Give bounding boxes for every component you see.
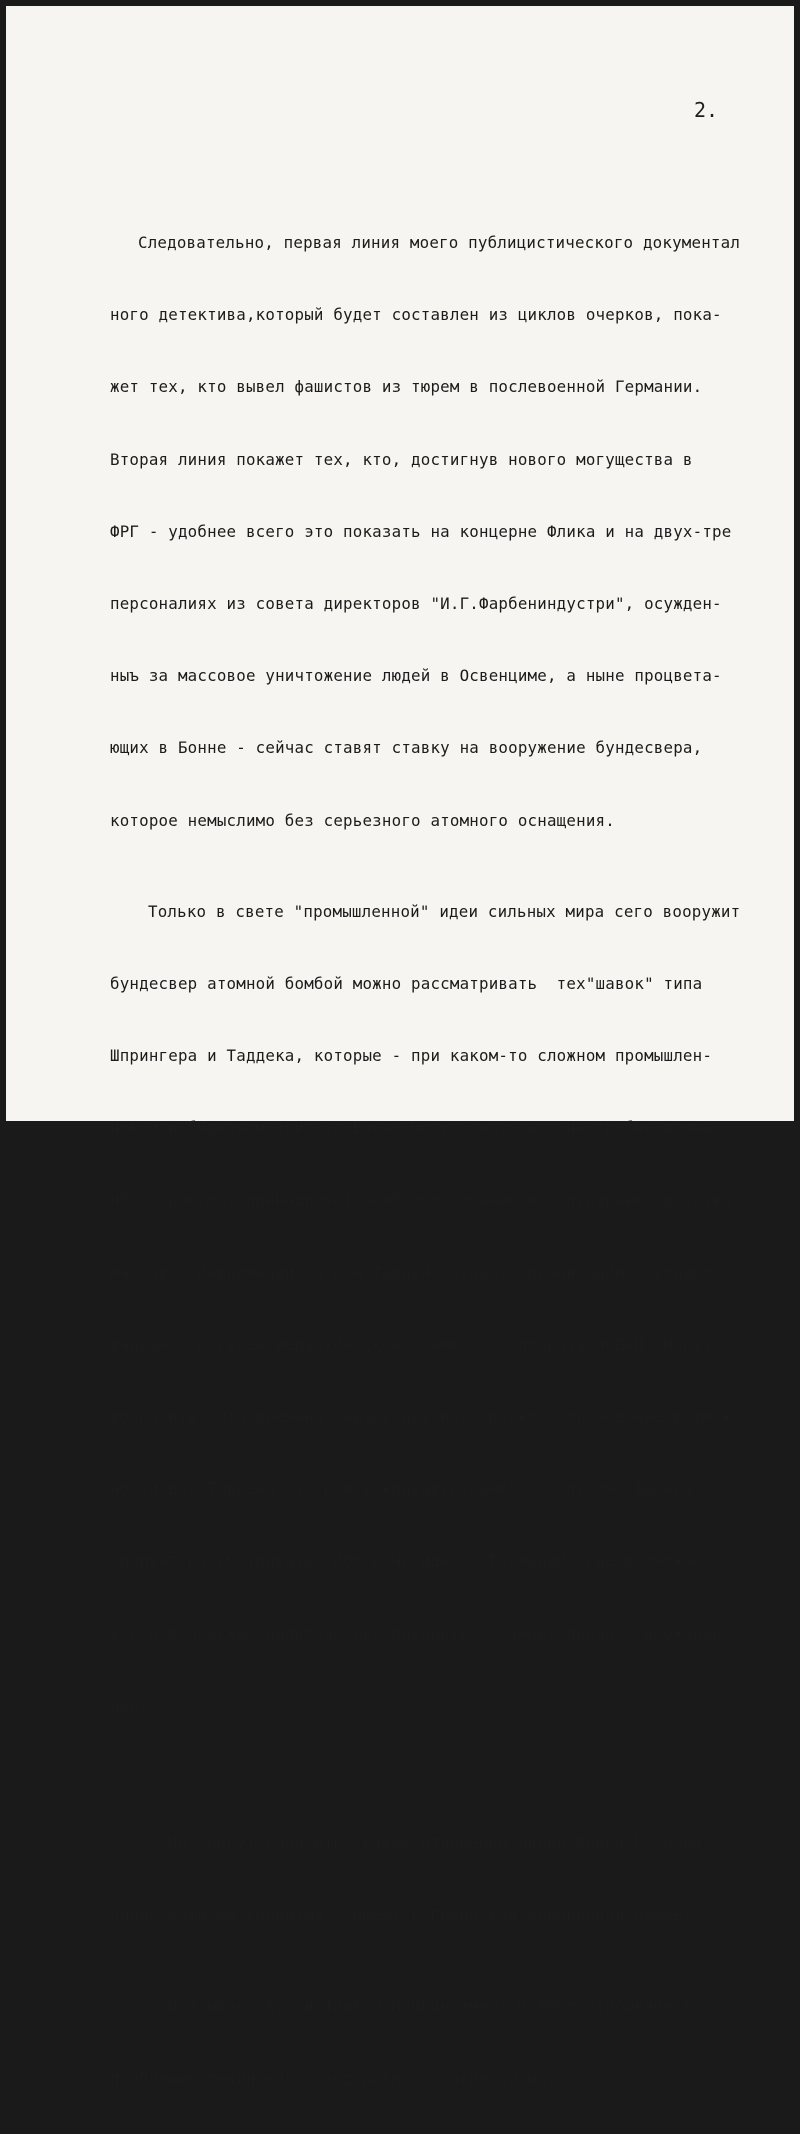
text-line: ющих в Бонне - сейчас ставят ставку на вооружение бундесвера, — [110, 738, 703, 758]
text-line: проблемме пекинского "водородного" агрессизма. — [110, 2068, 557, 2088]
text-line: ного детектива,который будет составлен из циклов очерков, пока- — [110, 305, 722, 325]
text-line: жет тех, кто вывел фашистов из тюрем в послевоенной Германии. — [110, 377, 703, 397]
text-line: Шпрингера и Таддека, которые - при каком-то сложном промышлен- — [110, 1046, 713, 1066]
text-line: Вторая линия покажет тех, кто, достигнув нового могущества в — [110, 449, 693, 469]
text-line: ФРГ - удобнее всего это показать на концерне Флика и на двух-тре — [110, 521, 732, 541]
text-line: бундесвер атомной бомбой можно рассматривать тех"шавок" типа — [110, 973, 703, 993]
text-line: ности для Таддена "устроить кровавую баню" с "опусом" фюрера — [110, 1479, 693, 1499]
document-body — [110, 169, 800, 2134]
typewritten-page — [6, 6, 794, 2088]
text-line: ванную - в своей иерархической схеме - с аппарата НСДАП. Могут — [110, 1334, 713, 1354]
text-line: массовой информации, а фон Тадден создает организацию, скопиро- — [110, 1262, 722, 1282]
text-line: линия фашизма-сионизма - имеет к пекинской водородной бомбе? — [110, 1905, 693, 1925]
page-number: 2. — [694, 98, 719, 122]
text-line: персоналиях из совета директоров "И.Г.Фарбениндустри", осужден- — [110, 593, 722, 613]
text-line: ном или биржевом кризе в Бонне могут оказаться на гребне волны, — [110, 1118, 722, 1138]
text-line: Но, могут спросить, какое отношение линия Флика-Меллона, — [168, 1832, 712, 1852]
text-line: Следовательно, первая линия моего публицистического документал — [138, 233, 741, 252]
text-line: возразить, что времена сейчас другие, однако, соотношение возмож — [110, 1407, 732, 1426]
text-line: Только в свете "промышленной" идеи сильных мира сего вооружит — [148, 901, 741, 921]
text-line: ибо Шпрингеру принадлежат наиболее сильные и популярные средства — [110, 1190, 732, 1210]
paragraph-gap — [110, 1780, 800, 1788]
text-line: которое немыслимо без серьезного атомного оснащения. — [110, 810, 615, 830]
text-line: Оказывается, и Флик и Меллон имеют прямое отношение к — [168, 1996, 693, 2016]
text-line: ные. — [110, 1695, 149, 1715]
text-line: ныъ за массовое уничтожение людей в Освенциме, а ныне процвета- — [110, 666, 722, 686]
text-line: следует рассматривать, ибо речь идет о Германии, где возможны — [110, 1551, 703, 1571]
text-line: все и всяческие политические повороты - самые, подчас, неожидан- — [110, 1623, 732, 1643]
